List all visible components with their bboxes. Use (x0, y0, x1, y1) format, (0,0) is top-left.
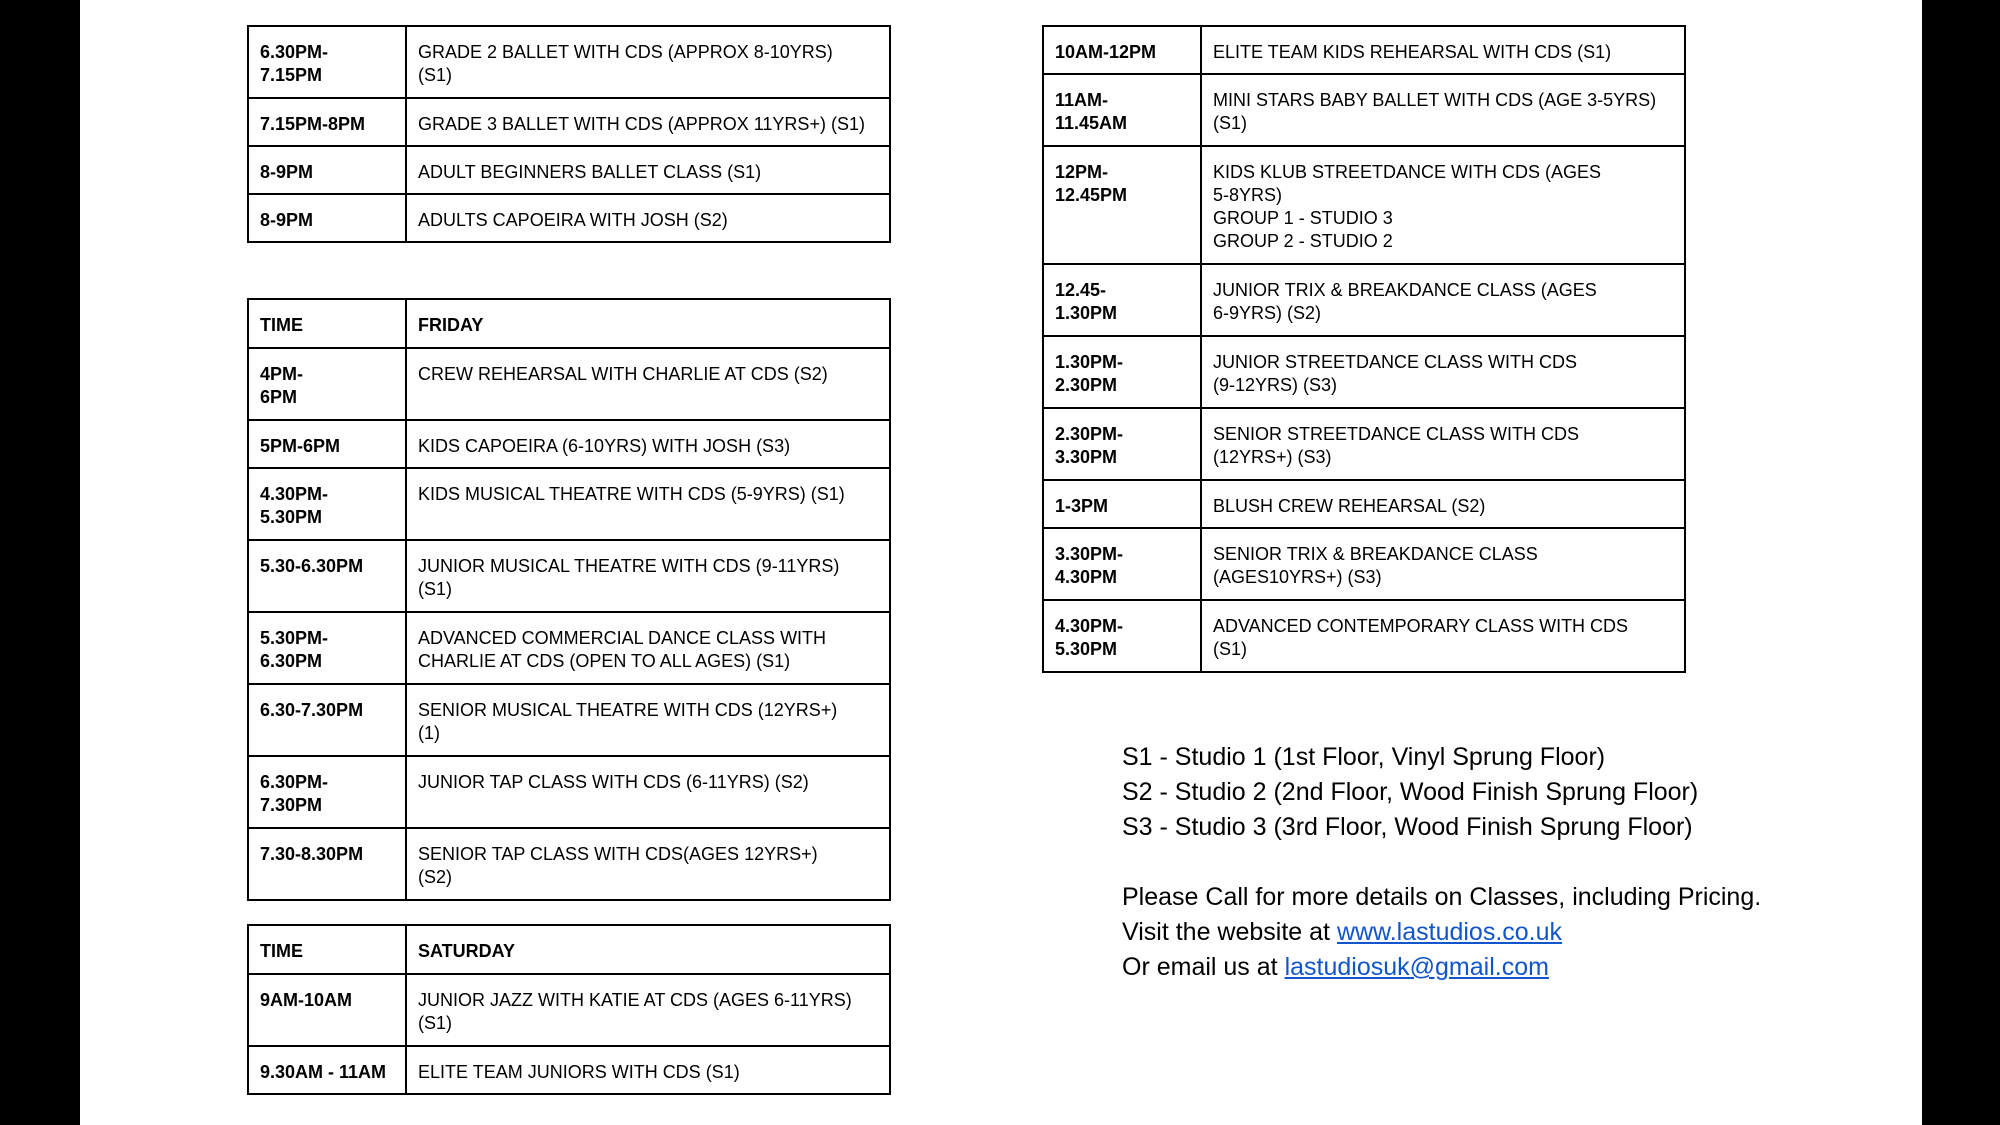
time-cell: 5PM-6PM (248, 420, 406, 468)
friday-schedule-table (247, 298, 891, 901)
time-cell: 1.30PM- 2.30PM (1043, 336, 1201, 408)
class-cell: ELITE TEAM KIDS REHEARSAL WITH CDS (S1) (1201, 26, 1685, 74)
website-line (1122, 915, 1842, 950)
class-cell: KIDS MUSICAL THEATRE WITH CDS (5-9YRS) (S1) (406, 468, 890, 540)
time-cell: 9AM-10AM (248, 974, 406, 1046)
table-header-row (248, 925, 890, 974)
class-cell: CREW REHEARSAL WITH CHARLIE AT CDS (S2) (406, 348, 890, 420)
legend-studio-1: S1 - Studio 1 (1st Floor, Vinyl Sprung Floor) (1122, 743, 1606, 771)
email-link[interactable]: lastudiosuk@gmail.com (1284, 953, 1549, 981)
table-row (248, 756, 890, 828)
table-row (1043, 408, 1685, 480)
class-cell: KIDS CAPOEIRA (6-10YRS) WITH JOSH (S3) (406, 420, 890, 468)
class-cell: JUNIOR STREETDANCE CLASS WITH CDS (9-12YRS) (S3) (1201, 336, 1685, 408)
saturday-schedule-table (247, 924, 891, 1095)
time-cell: 5.30-6.30PM (248, 540, 406, 612)
email-line (1122, 950, 1842, 985)
table-row (248, 828, 890, 900)
time-cell: 2.30PM- 3.30PM (1043, 408, 1201, 480)
class-cell: GRADE 3 BALLET WITH CDS (APPROX 11YRS+) (S1) (406, 98, 890, 146)
time-cell: 11AM- 11.45AM (1043, 74, 1201, 146)
class-cell: SENIOR STREETDANCE CLASS WITH CDS (12YRS+) (S3) (1201, 408, 1685, 480)
legend-studio-3: S3 - Studio 3 (3rd Floor, Wood Finish Sprung Floor) (1122, 813, 1693, 841)
table-row (1043, 336, 1685, 408)
time-cell: 4.30PM- 5.30PM (248, 468, 406, 540)
time-cell: 5.30PM- 6.30PM (248, 612, 406, 684)
class-cell: JUNIOR JAZZ WITH KATIE AT CDS (AGES 6-11YRS) (S1) (406, 974, 890, 1046)
table-row (1043, 264, 1685, 336)
class-cell: JUNIOR TRIX & BREAKDANCE CLASS (AGES 6-9YRS) (S2) (1201, 264, 1685, 336)
time-cell: 6.30PM- 7.30PM (248, 756, 406, 828)
table-row (248, 1046, 890, 1094)
table-row (1043, 528, 1685, 600)
saturday-continued-schedule-table (1042, 25, 1686, 673)
table-row (1043, 480, 1685, 528)
class-cell: ADVANCED COMMERCIAL DANCE CLASS WITH CHARLIE AT CDS (OPEN TO ALL AGES) (S1) (406, 612, 890, 684)
time-cell: 12.45- 1.30PM (1043, 264, 1201, 336)
legend-studio-2: S2 - Studio 2 (2nd Floor, Wood Finish Sprung Floor) (1122, 778, 1699, 806)
table-row (248, 348, 890, 420)
time-cell: 1-3PM (1043, 480, 1201, 528)
document-page (80, 0, 1922, 1125)
time-cell: 6.30PM- 7.15PM (248, 26, 406, 98)
time-cell: 7.30-8.30PM (248, 828, 406, 900)
time-cell: 4.30PM- 5.30PM (1043, 600, 1201, 672)
website-link[interactable]: www.lastudios.co.uk (1336, 918, 1563, 946)
table-header-row (248, 299, 890, 348)
class-cell: BLUSH CREW REHEARSAL (S2) (1201, 480, 1685, 528)
table-row (1043, 74, 1685, 146)
class-cell: ELITE TEAM JUNIORS WITH CDS (S1) (406, 1046, 890, 1094)
time-column-header: TIME (248, 925, 406, 974)
table-row (248, 146, 890, 194)
email-prefix: Or email us at (1122, 953, 1285, 981)
class-cell: ADULT BEGINNERS BALLET CLASS (S1) (406, 146, 890, 194)
table-row (1043, 600, 1685, 672)
time-cell: 9.30AM - 11AM (248, 1046, 406, 1094)
studio-legend (1122, 740, 1842, 985)
time-column-header: TIME (248, 299, 406, 348)
table-row (1043, 146, 1685, 264)
thursday-schedule-table (247, 25, 891, 243)
time-cell: 3.30PM- 4.30PM (1043, 528, 1201, 600)
class-cell: SENIOR TAP CLASS WITH CDS(AGES 12YRS+) (S2) (406, 828, 890, 900)
time-cell: 4PM- 6PM (248, 348, 406, 420)
class-cell: MINI STARS BABY BALLET WITH CDS (AGE 3-5YRS) (S1) (1201, 74, 1685, 146)
time-cell: 7.15PM-8PM (248, 98, 406, 146)
table-row (248, 98, 890, 146)
table-row (248, 420, 890, 468)
website-prefix: Visit the website at (1122, 918, 1337, 946)
time-cell: 10AM-12PM (1043, 26, 1201, 74)
table-row (248, 468, 890, 540)
time-cell: 8-9PM (248, 194, 406, 242)
table-row (248, 540, 890, 612)
table-row (248, 26, 890, 98)
class-cell: ADULTS CAPOEIRA WITH JOSH (S2) (406, 194, 890, 242)
time-cell: 8-9PM (248, 146, 406, 194)
day-column-header: FRIDAY (406, 299, 890, 348)
table-row (248, 684, 890, 756)
class-cell: KIDS KLUB STREETDANCE WITH CDS (AGES 5-8YRS) GROUP 1 - STUDIO 3 GROUP 2 - STUDIO 2 (1201, 146, 1685, 264)
table-row (248, 974, 890, 1046)
time-cell: 12PM- 12.45PM (1043, 146, 1201, 264)
class-cell: SENIOR MUSICAL THEATRE WITH CDS (12YRS+) (1) (406, 684, 890, 756)
day-column-header: SATURDAY (406, 925, 890, 974)
class-cell: GRADE 2 BALLET WITH CDS (APPROX 8-10YRS) (S1) (406, 26, 890, 98)
table-row (248, 194, 890, 242)
call-for-details-text: Please Call for more details on Classes, including Pricing. (1122, 883, 1762, 911)
class-cell: JUNIOR MUSICAL THEATRE WITH CDS (9-11YRS) (S1) (406, 540, 890, 612)
time-cell: 6.30-7.30PM (248, 684, 406, 756)
table-row (248, 612, 890, 684)
class-cell: ADVANCED CONTEMPORARY CLASS WITH CDS (S1) (1201, 600, 1685, 672)
table-row (1043, 26, 1685, 74)
class-cell: JUNIOR TAP CLASS WITH CDS (6-11YRS) (S2) (406, 756, 890, 828)
legend-spacer (1122, 845, 1842, 880)
class-cell: SENIOR TRIX & BREAKDANCE CLASS (AGES10YRS+) (S3) (1201, 528, 1685, 600)
